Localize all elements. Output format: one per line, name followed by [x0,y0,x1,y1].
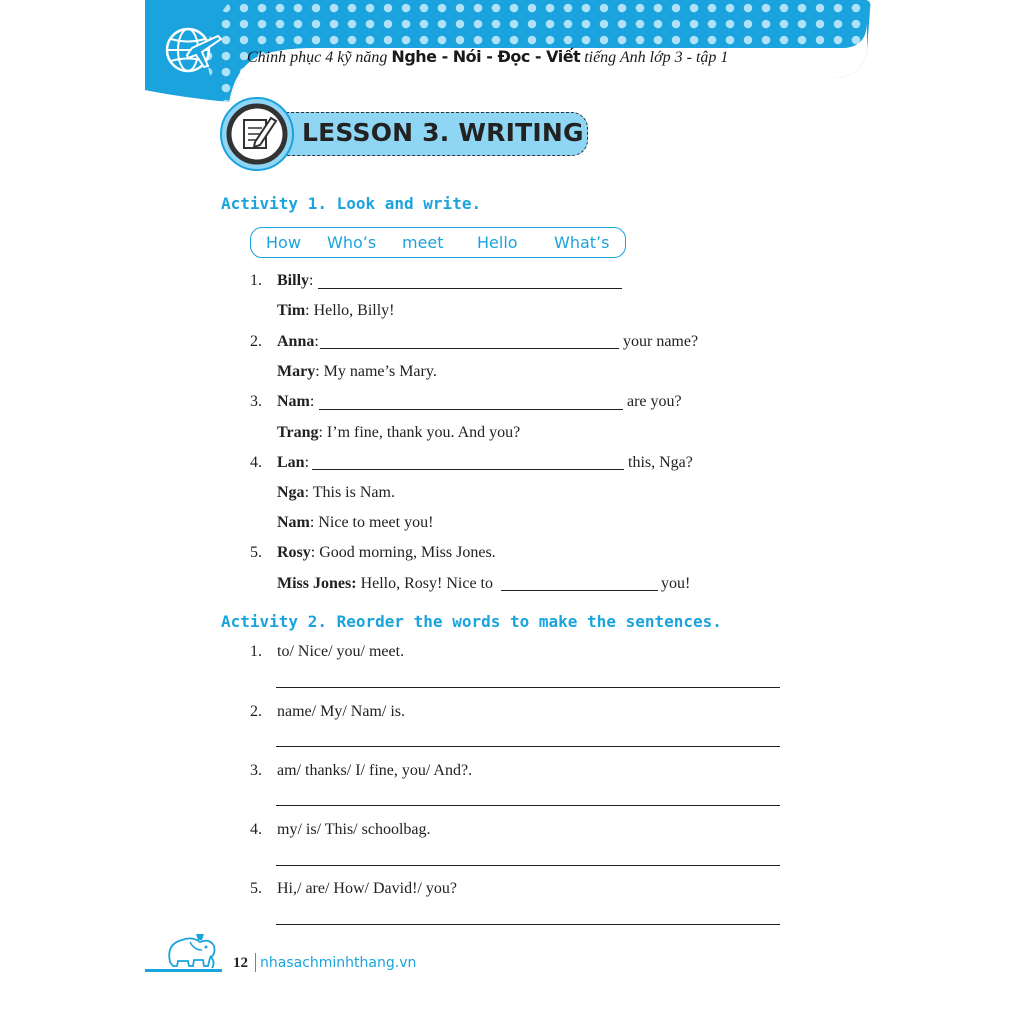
header-skills: Nghe - Nói - Đọc - Viết [391,47,581,66]
dialogue-after: this, Nga? [628,454,693,471]
item-number: 1. [250,272,262,289]
dialogue-after: you! [661,575,691,592]
dialogue-line: Rosy: Good morning, Miss Jones. [277,544,496,561]
item-number: 3. [250,393,262,410]
word-whats: What’s [554,233,610,252]
dialogue-line: Nga: This is Nam. [277,484,395,501]
dialogue-line: Tim: Hello, Billy! [277,302,395,319]
answer-line[interactable] [276,924,780,925]
answer-line[interactable] [276,805,780,806]
scrambled-words: my/ is/ This/ schoolbag. [277,821,431,838]
item-number: 2. [250,333,262,350]
answer-line[interactable] [276,687,780,688]
word-hello: Hello [477,233,518,252]
word-whos: Who’s [327,233,377,252]
footer-website[interactable]: nhasachminhthang.vn [260,955,417,971]
lesson-title: LESSON 3. WRITING [302,118,584,147]
elephant-icon [160,928,220,970]
scrambled-words: Hi,/ are/ How/ David!/ you? [277,880,457,897]
scrambled-words: to/ Nice/ you/ meet. [277,643,405,660]
word-meet: meet [402,233,444,252]
globe-plane-icon [162,22,224,78]
dialogue-line: Billy: [277,272,314,289]
activity-2-title: Activity 2. Reorder the words to make the sentences. [221,612,722,631]
answer-blank[interactable] [320,348,619,349]
item-number: 4. [250,821,262,838]
dialogue-line: Anna: [277,333,319,350]
answer-blank[interactable] [319,409,623,410]
item-number: 3. [250,762,262,779]
answer-line[interactable] [276,746,780,747]
item-number: 2. [250,703,262,720]
dialogue-line: Nam: Nice to meet you! [277,514,434,531]
header-title: Chinh phục 4 kỹ năng Nghe - Nói - Đọc - Viết tiếng Anh lớp 3 - tập 1 [247,47,729,66]
answer-line[interactable] [276,865,780,866]
dialogue-line: Lan: [277,454,310,471]
footer-bar [145,969,222,972]
answer-blank[interactable] [312,469,624,470]
activity-1-title: Activity 1. Look and write. [221,194,482,213]
item-number: 1. [250,643,262,660]
item-number: 5. [250,544,262,561]
answer-blank[interactable] [318,288,622,289]
item-number: 5. [250,880,262,897]
dialogue-line: Miss Jones: Hello, Rosy! Nice to [277,575,493,592]
dialogue-after: your name? [623,333,699,350]
scrambled-words: am/ thanks/ I/ fine, you/ And?. [277,762,473,779]
dialogue-line: Nam: [277,393,315,410]
scrambled-words: name/ My/ Nam/ is. [277,703,405,720]
answer-blank[interactable] [501,590,658,591]
word-how: How [266,233,301,252]
item-number: 4. [250,454,262,471]
pencil-notepad-icon [219,96,295,172]
dialogue-line: Mary: My name’s Mary. [277,363,437,380]
dialogue-line: Trang: I’m fine, thank you. And you? [277,424,521,441]
dialogue-after: are you? [627,393,682,410]
page-number: 12 [233,955,248,971]
footer-separator [255,953,256,972]
